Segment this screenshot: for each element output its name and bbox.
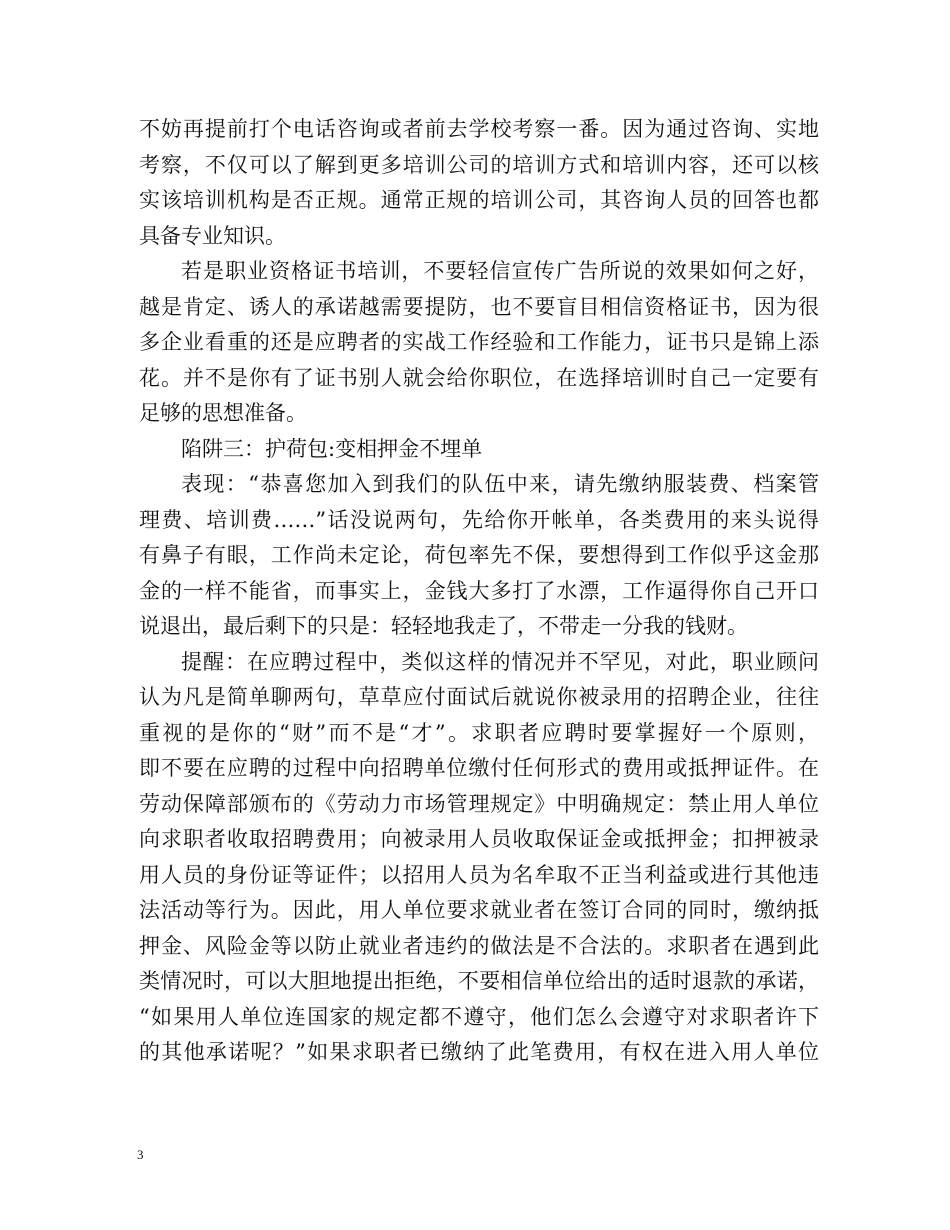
text-line: 有鼻子有眼，工作尚未定论，荷包率先不保，要想得到工作似乎这金那: [139, 543, 819, 567]
text-line: 若是职业资格证书培训，不要轻信宣传广告所说的效果如何之好，: [181, 259, 819, 283]
text-line: 实该培训机构是否正规。通常正规的培训公司，其咨询人员的回答也都: [139, 188, 819, 212]
text-line: 不妨再提前打个电话咨询或者前去学校考察一番。因为通过咨询、实地: [139, 117, 819, 141]
text-line: 理费、培训费……”话没说两句，先给你开帐单，各类费用的来头说得: [139, 507, 819, 532]
text-line: 具备专业知识。: [139, 223, 286, 248]
text-line: 陷阱三：护荷包:变相押金不埋单: [181, 436, 483, 461]
text-line: 重视的是你的“财”而不是“才”。求职者应聘时要掌握好一个原则，: [139, 720, 819, 745]
text-line: 说退出，最后剩下的只是：轻轻地我走了，不带走一分我的钱财。: [139, 614, 748, 638]
text-line: 多企业看重的还是应聘者的实战工作经验和工作能力，证书只是锦上添: [139, 330, 819, 354]
text-line: 花。并不是你有了证书别人就会给你职位，在选择培训时自己一定要有: [139, 365, 819, 390]
text-line: 的其他承诺呢？”如果求职者已缴纳了此笔费用，有权在进入用人单位: [139, 1040, 819, 1064]
text-line: 劳动保障部颁布的《劳动力市场管理规定》中明确规定：禁止用人单位: [139, 791, 819, 816]
text-line: 考察，不仅可以了解到更多培训公司的培训方式和培训内容，还可以核: [139, 152, 819, 177]
text-line: 即不要在应聘的过程中向招聘单位缴付任何形式的费用或抵押证件。在: [139, 756, 819, 780]
text-line: 足够的思想准备。: [139, 401, 307, 425]
text-line: 金的一样不能省，而事实上，金钱大多打了水漂，工作逼得你自己开口: [139, 578, 819, 603]
text-line: 用人员的身份证等证件；以招用人员为名牟取不正当利益或进行其他违: [139, 862, 819, 887]
text-line: 向求职者收取招聘费用；向被录用人员收取保证金或抵押金；扣押被录: [139, 827, 819, 851]
text-line: 认为凡是简单聊两句，草草应付面试后就说你被录用的招聘企业，往往: [139, 685, 819, 709]
text-line: “如果用人单位连国家的规定都不遵守，他们怎么会遵守对求职者许下: [139, 1004, 819, 1029]
page-number: 3: [137, 1147, 144, 1162]
text-line: 越是肯定、诱人的承诺越需要提防，也不要盲目相信资格证书，因为很: [139, 294, 819, 319]
body-text: [139, 112, 819, 1071]
text-line: 法活动等行为。因此，用人单位要求就业者在签订合同的同时，缴纳抵: [139, 898, 819, 922]
text-line: 提醒：在应聘过程中，类似这样的情况并不罕见，对此，职业顾问: [181, 649, 819, 674]
text-line: 表现：“恭喜您加入到我们的队伍中来，请先缴纳服装费、档案管: [181, 472, 819, 496]
text-line: 类情况时，可以大胆地提出拒绝，不要相信单位给出的适时退款的承诺，: [139, 969, 819, 993]
text-line: 押金、风险金等以防止就业者违约的做法是不合法的。求职者在遇到此: [139, 933, 819, 958]
